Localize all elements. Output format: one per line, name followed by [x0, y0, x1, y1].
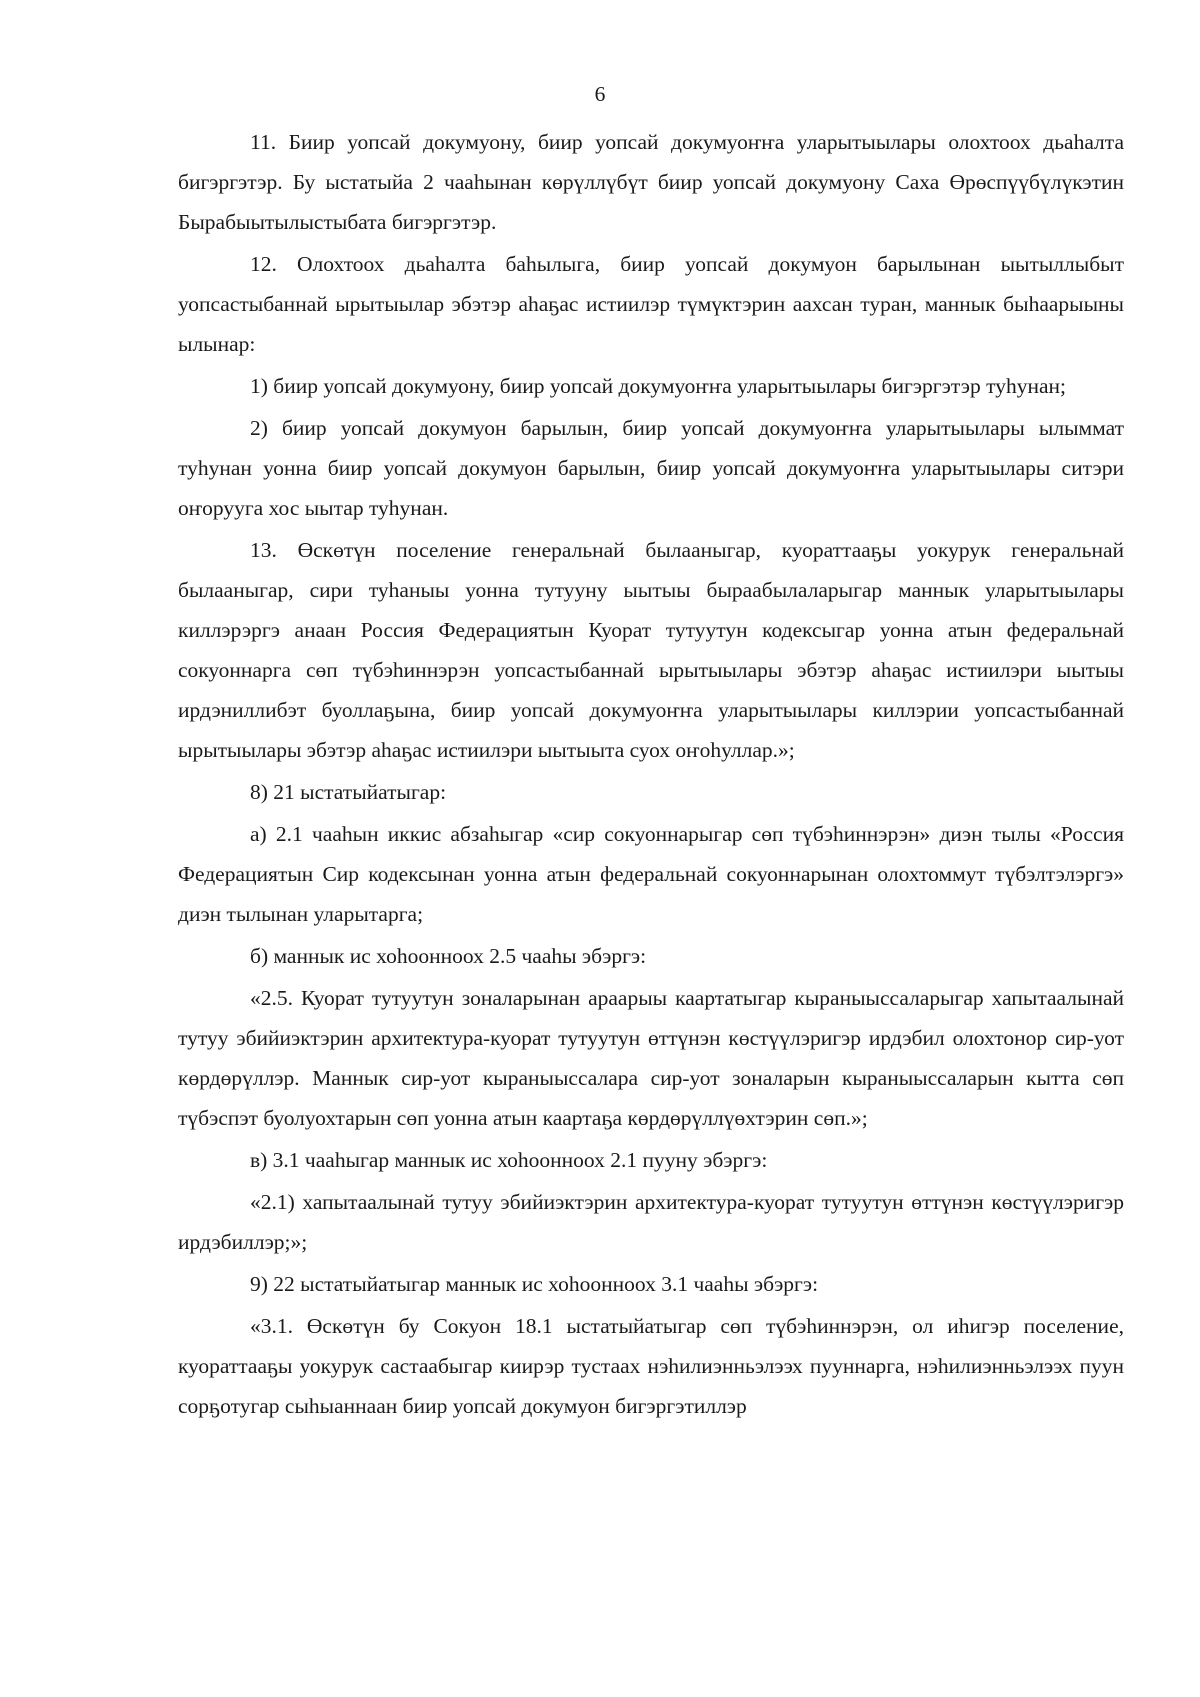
paragraph-article-12: 12. Олохтоох дьаһалта баһылыга, биир уопсай докумуон барылынан ыытыллыбыт уопсастыбаннай ырытыылар эбэтэр аһаҕас истиилэр түмүктэрин аахсан туран, маннык быһаарыыны ылынар:: [178, 252, 1124, 356]
paragraph-article-11: 11. Биир уопсай докумуону, биир уопсай докумуоҥҥа уларытыылары олохтоох дьаһалта бигэргэтэр. Бу ыстатыйа 2 чааһынан көрүллүбүт биир уопсай докумуону Саха Өрөспүүбүлүкэтин Бырабыытылыстыбата бигэргэтэр.: [178, 130, 1124, 234]
paragraph-item-2: 2) биир уопсай докумуон барылын, биир уопсай докумуоҥҥа уларытыылары ылыммат туһунан уонна биир уопсай докумуон барылын, биир уопсай докумуоҥҥа уларытыылары ситэри оҥоруугa хос ыытар туһунан.: [178, 416, 1124, 520]
paragraph-amendment-8v: в) 3.1 чааһыгар маннык ис хоһоонноох 2.1 пууну эбэргэ:: [250, 1148, 768, 1172]
paragraph-point-2-1: «2.1) хапытаалынай тутуу эбийиэктэрин архитектура-куорат тутуутун өттүнэн көстүүлэригэр ирдэбиллэр;»;: [178, 1190, 1124, 1254]
paragraph-amendment-8b: б) маннык ис хоһоонноох 2.5 чааһы эбэргэ:: [250, 944, 647, 968]
paragraph-article-13: 13. Өскөтүн поселение генеральнай былааныгар, куораттааҕы уокурук генеральнай былааныгар, сири туһаныы уонна тутууну ыытыы быраабылаларыгар маннык уларытыылары киллэрэргэ анаан Россия Федерациятын Куорат тутуутун кодексыгар уонна атын федеральнай сокуоннарга сөп түбэһиннэрэн уопсастыбаннай ырытыылары эбэтэр аһаҕас истиилэри ыытыы ирдэниллибэт буоллаҕына, биир уопсай докумуоҥҥа уларытыылары киллэрии уопсастыбаннай ырытыылары эбэтэр аһаҕас истиилэри ыытыыта суох оҥоһуллар.»;: [178, 538, 1124, 762]
paragraph-part-3-1: «3.1. Өскөтүн бу Сокуон 18.1 ыстатыйатыгар сөп түбэһиннэрэн, ол иһигэр поселение, куораттааҕы уокурук састаабыгар киирэр тустаах нэһилиэнньэлээх пууннарга, нэһилиэнньэлээх пуун сорҕотугар сыһыаннаан биир уопсай докумуон бигэргэтиллэр: [178, 1314, 1124, 1418]
paragraph-item-1: 1) биир уопсай докумуону, биир уопсай докумуоҥҥа уларытыылары бигэргэтэр туһунан;: [250, 374, 1066, 398]
document-body: [178, 122, 1124, 1426]
paragraph-amendment-9: 9) 22 ыстатыйатыгар маннык ис хоһоонноох 3.1 чааһы эбэргэ:: [250, 1272, 819, 1296]
paragraph-amendment-8a: а) 2.1 чааһын иккис абзаһыгар «сир сокуоннарыгар сөп түбэһиннэрэн» диэн тылы «Россия Федерациятын Сир кодексынан уонна атын федеральнай сокуоннарынан олохтоммут түбэлтэлэргэ» диэн тылынан уларытарга;: [178, 822, 1124, 926]
paragraph-part-2-5: «2.5. Куорат тутуутун зоналарынан араарыы каартатыгар кыраныыссаларыгар хапытаалынай тутуу эбийиэктэрин архитектура-куорат тутуутун өттүнэн көстүүлэригэр ирдэбил олохтонор сир-уот көрдөрүллэр. Маннык сир-уот кыраныыссалара сир-уот зоналарын кыраныыссаларын кытта сөп түбэспэт буолуохтарын сөп уонна атын каартаҕа көрдөрүллүөхтэрин сөп.»;: [178, 986, 1124, 1130]
paragraph-amendment-8: 8) 21 ыстатыйатыгар:: [250, 780, 447, 804]
page-number: 6: [594, 82, 606, 106]
